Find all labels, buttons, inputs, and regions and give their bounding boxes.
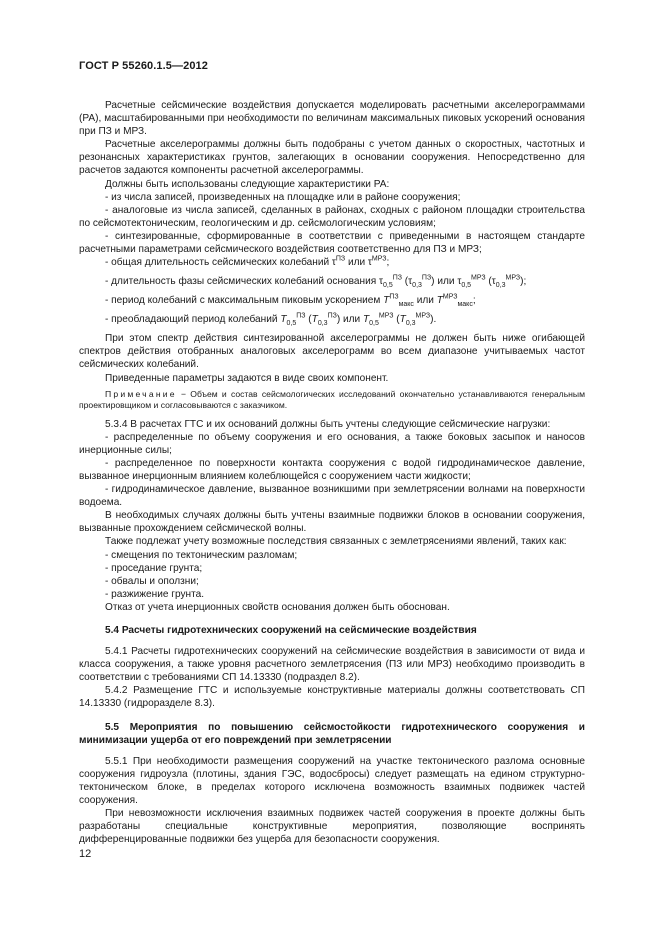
list-item: - смещения по тектоническим разломам;	[105, 549, 298, 561]
list-item: - распределенные по объему сооружения и его основания, а также боковых засыпок и наносов инерционные силы;	[79, 431, 585, 456]
paragraph: Расчетные акселерограммы должны быть подобраны с учетом данных о скоростных, частотных и резонансных характеристиках грунтов, залегающих в основании сооружения. Непосредственно для расчетов задаются компоненты расчетной акселерограммы.	[79, 139, 585, 177]
list-item: - распределенное по поверхности контакта сооружения с водой гидродинамическое давление, вызванное инерционным влиянием колеблющейся с сооружением части жидкости;	[79, 457, 585, 482]
section-heading-5-4: 5.4 Расчеты гидротехнических сооружений на сейсмические воздействия	[105, 625, 477, 636]
list-item: - гидродинамическое давление, вызванное возникшими при землетрясении волнами на поверхности водоема.	[79, 484, 585, 509]
paragraph: 5.4.1 Расчеты гидротехнических сооружений на сейсмические воздействия в зависимости от вида и класса сооружения, а также уровня расчетного землетрясения (ПЗ или МРЗ) необходимо производить в соответствии с требованиями СП 14.13330 (подраздел 8.2).	[79, 646, 585, 684]
section-heading-5-5: 5.5 Мероприятия по повышению сейсмостойкости гидротехнического сооружения и минимизации ущерба от его повреждений при землетрясении	[79, 721, 585, 746]
paragraph: 5.5.1 При необходимости размещения сооружений на участке тектонического разлома основные сооружения гидроузла (плотины, здания ГЭС, водосбросы) следует размещать на едином структурно-тектоническом блоке, в пределах которого исключена возможность взаимных подвижек частей сооружения.	[79, 755, 585, 807]
paragraph: Приведенные параметры задаются в виде своих компонент.	[105, 372, 389, 384]
note	[79, 389, 585, 412]
note-text: − Объем и состав сейсмологических исследований окончательно устанавливаются генеральным проектировщиком и согласовываются с заказчиком.	[79, 388, 585, 411]
list-item: - разжижение грунта.	[105, 588, 205, 600]
list-item-peak-period: - период колебаний с максимальным пиковым ускорением $T^{ПЗ}_{макс}$ или $T^{МРЗ}_{макс}$;	[105, 293, 476, 309]
list-item: - из числа записей, произведенных на площадке или в районе сооружения;	[105, 191, 461, 203]
list-item: - аналоговые из числа записей, сделанных в районах, сходных с районом площадки строительства по сейсмотектоническим, геологическим и др. сейсмологическим условиям;	[79, 204, 585, 229]
paragraph: 5.4.2 Размещение ГТС и используемые конструктивные материалы должны соответствовать СП 14.13330 (гидроразделе 8.3).	[79, 685, 585, 710]
document-header: ГОСТ Р 55260.1.5—2012	[79, 60, 208, 72]
paragraph: При невозможности исключения взаимных подвижек частей сооружения в проекте должны быть разработаны специальные конструктивные мероприятия, позволяющие воспринять дифференцированные подвижки без ущерба для безопасности сооружения.	[79, 808, 585, 846]
list-item-phase-duration: - длительность фазы сейсмических колебаний основания $\tau_{0,5}^{ПЗ}$ $(\tau_{0,3}^{ПЗ})$ или $\tau_{0,5}^{МРЗ}$ $(\tau_{0,3}^{МРЗ})$;	[105, 274, 527, 290]
paragraph: Отказ от учета инерционных свойств основания должен быть обоснован.	[105, 601, 450, 613]
page-number: 12	[79, 848, 92, 860]
paragraph: В необходимых случаях должны быть учтены взаимные подвижки блоков в основании сооружения, вызванные прохождением сейсмической волны.	[79, 510, 585, 535]
paragraph: Также подлежат учету возможные последствия связанных с землетрясениями явлений, таких как:	[105, 536, 567, 548]
paragraph: При этом спектр действия синтезированной акселерограммы не должен быть ниже огибающей спектров действия отобранных аналоговых акселерограмм во всем диапазоне учитываемых частот сейсмических колебаний.	[79, 333, 585, 371]
list-item: - обвалы и оползни;	[105, 575, 199, 587]
list-item: - синтезированные, сформированные в соответствии с приведенными в настоящем стандарте расчетными параметрами сейсмического воздействия соответственно для ПЗ и МРЗ;	[79, 230, 585, 256]
paragraph: 5.3.4 В расчетах ГТС и их оснований должны быть учтены следующие сейсмические нагрузки:	[105, 418, 551, 430]
list-item: - проседание грунта;	[105, 562, 203, 574]
list-item-total-duration: - общая длительность сейсмических колебаний $\tau^{ПЗ}$ или $\tau^{МРЗ}$;	[105, 255, 390, 269]
paragraph: Расчетные сейсмические воздействия допускается моделировать расчетными акселерограммами (РА), масштабированными при необходимости по величинам максимальных пиковых ускорений основания при ПЗ и МРЗ.	[79, 100, 585, 138]
document-body	[79, 99, 585, 846]
paragraph: Должны быть использованы следующие характеристики РА:	[105, 178, 390, 190]
list-item-dominant-period: - преобладающий период колебаний $T_{0,5}^{ПЗ}$ $(T_{0,3}^{ПЗ})$ или $T_{0,5}^{МРЗ}$ $(T_{0,3}^{МРЗ})$.	[105, 312, 437, 328]
note-label: Примечание	[105, 388, 177, 399]
